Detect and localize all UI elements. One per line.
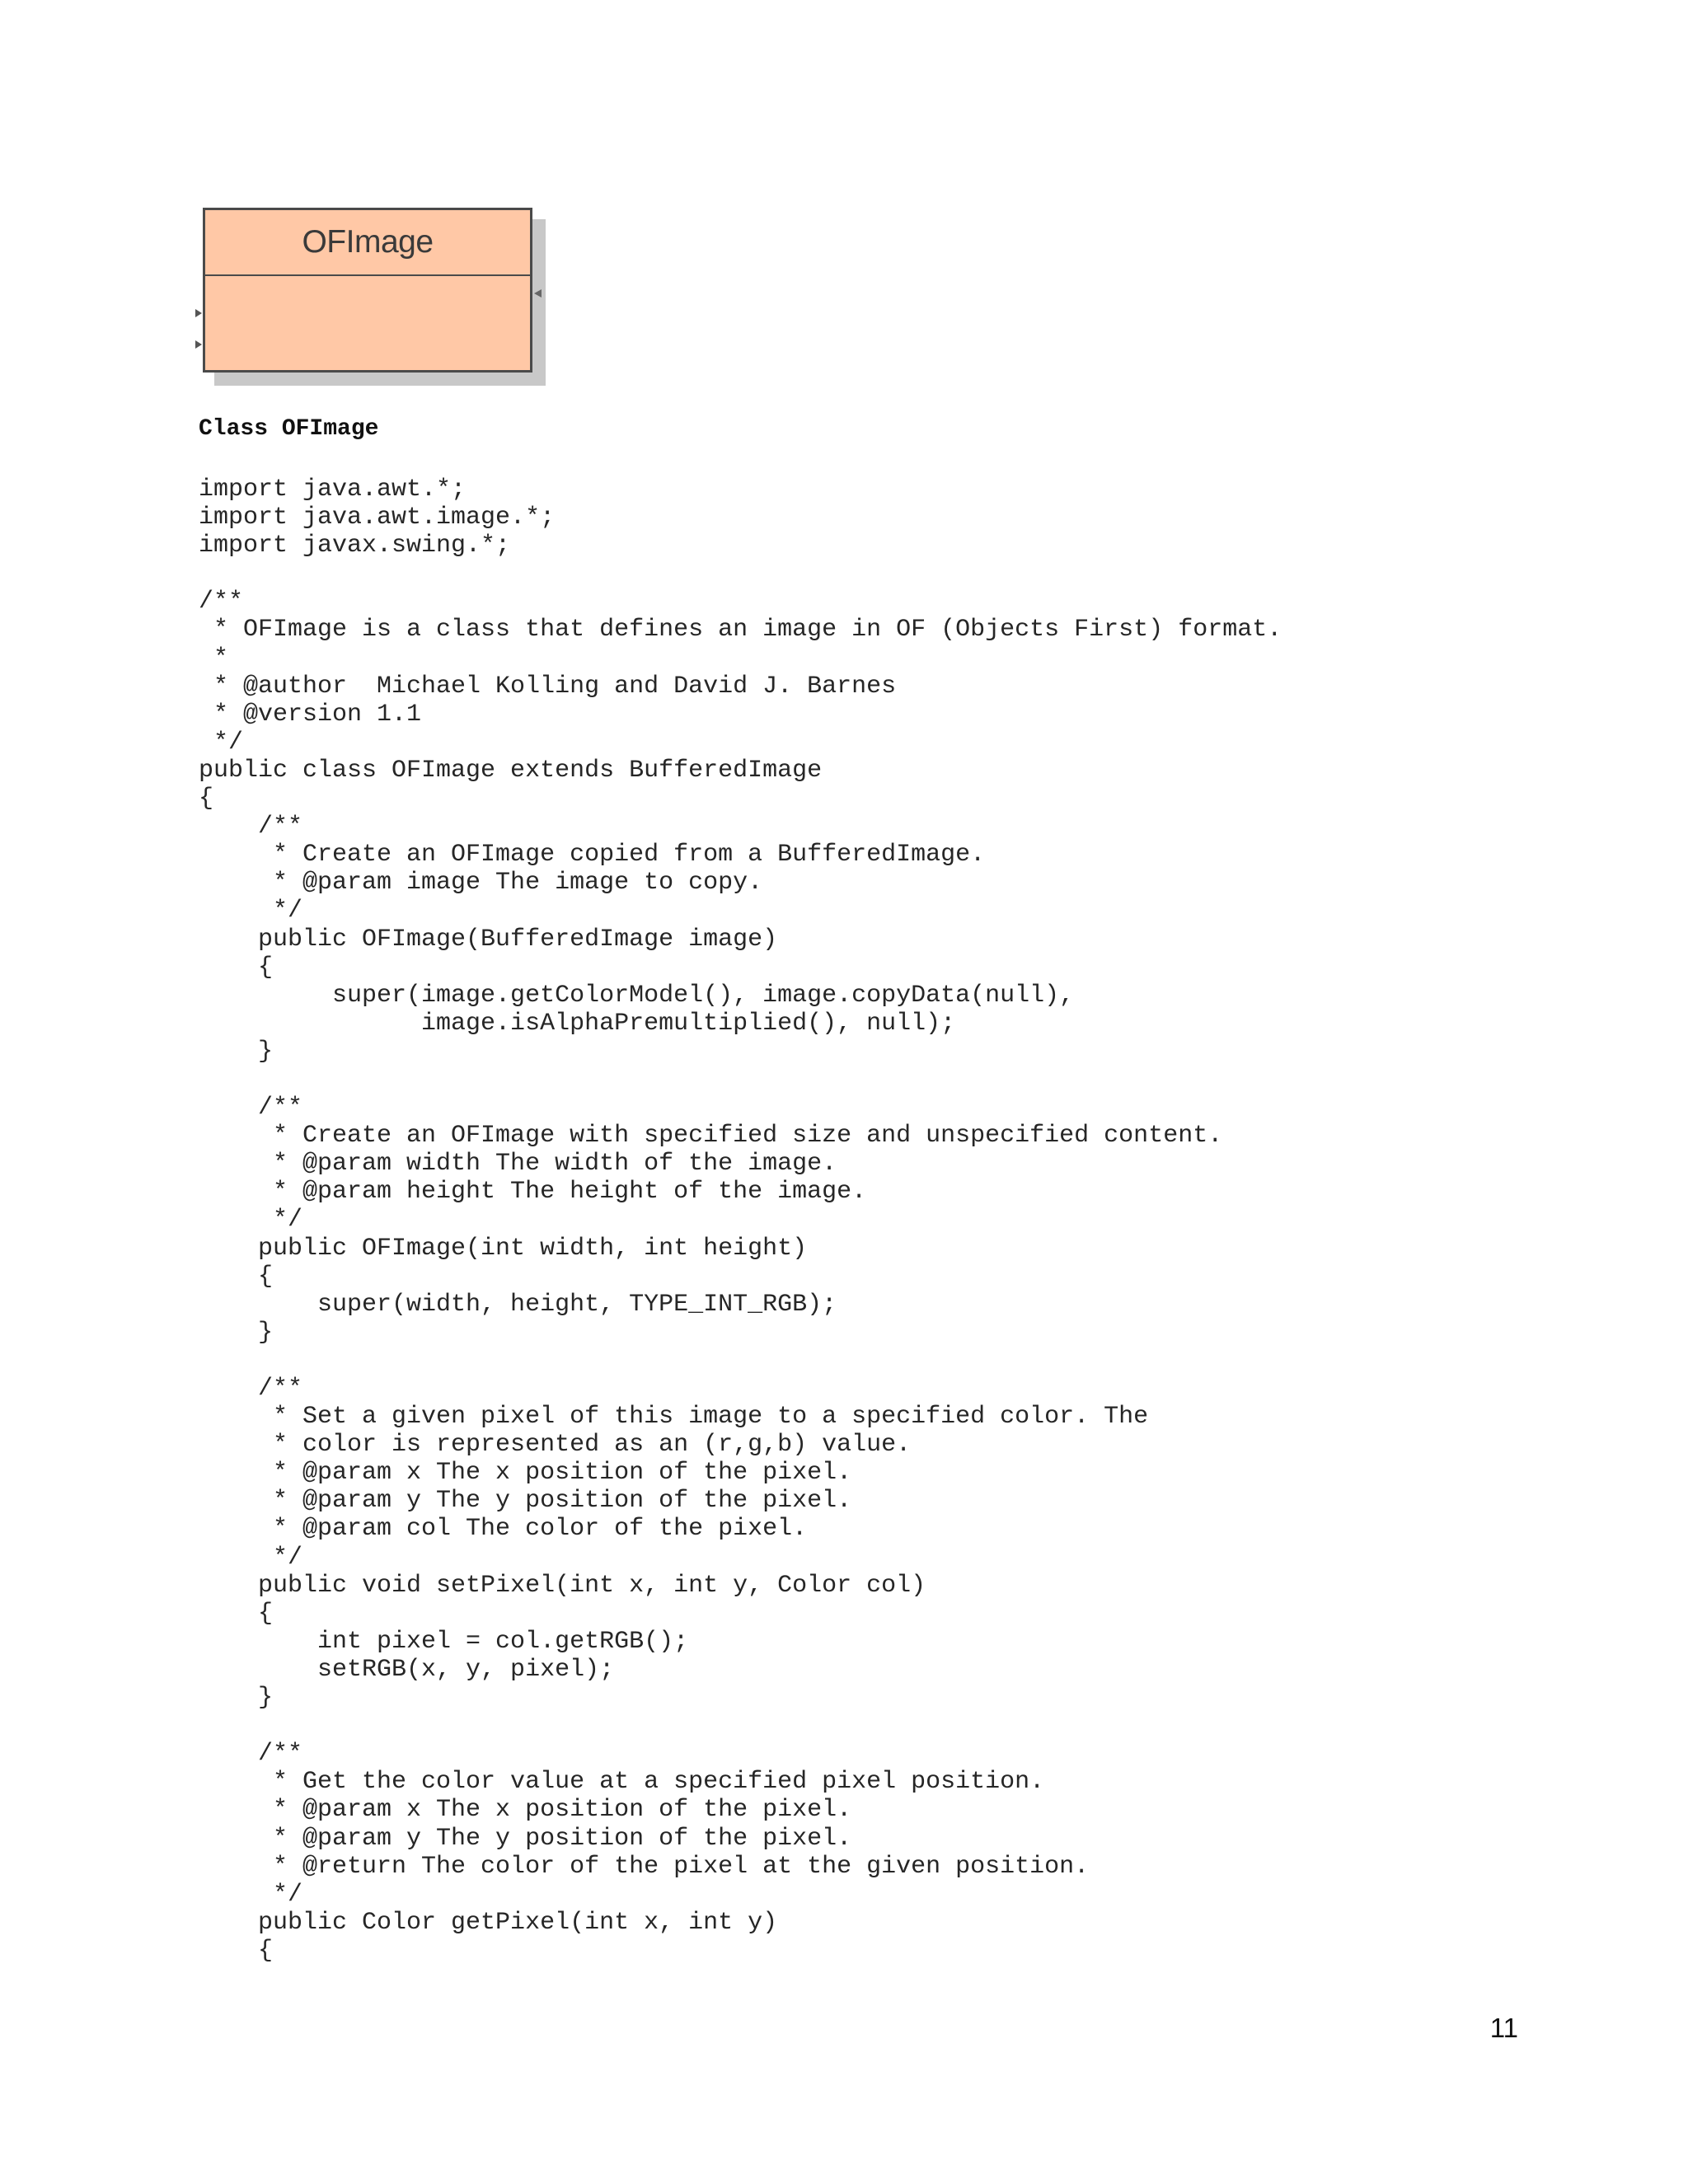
code-line	[199, 1347, 1282, 1375]
incoming-arrow-icon	[195, 340, 202, 349]
code-line: setRGB(x, y, pixel);	[199, 1655, 615, 1684]
page-number: 11	[1489, 2013, 1518, 2043]
code-line: import java.awt.image.*;	[199, 504, 556, 532]
code-line	[199, 1712, 1282, 1740]
code-line: * @param x The x position of the pixel.	[199, 1796, 852, 1825]
code-line: /**	[199, 1094, 303, 1122]
code-line: {	[199, 1936, 274, 1965]
code-line: public Color getPixel(int x, int y)	[199, 1908, 778, 1937]
code-line: * color is represented as an (r,g,b) value.	[199, 1431, 912, 1460]
code-line: {	[199, 785, 214, 813]
code-listing	[199, 476, 1282, 1965]
code-line: }	[199, 1684, 274, 1713]
code-line: */	[199, 1543, 303, 1572]
code-line: super(width, height, TYPE_INT_RGB);	[199, 1290, 837, 1319]
code-line: public OFImage(int width, int height)	[199, 1234, 808, 1263]
code-line: {	[199, 1599, 274, 1628]
code-line: public OFImage(BufferedImage image)	[199, 925, 778, 954]
code-line: * Get the color value at a specified pixel position.	[199, 1768, 1045, 1797]
code-line: * @param col The color of the pixel.	[199, 1515, 808, 1544]
code-line: * Create an OFImage with specified size and unspecified content.	[199, 1122, 1223, 1151]
code-line: */	[199, 1880, 303, 1909]
code-line: * @return The color of the pixel at the given position.	[199, 1852, 1090, 1881]
code-line: */	[199, 728, 244, 757]
code-line: /**	[199, 1740, 303, 1769]
code-line: import java.awt.*;	[199, 476, 467, 504]
code-line: public void setPixel(int x, int y, Color col)	[199, 1571, 926, 1600]
code-line: }	[199, 1318, 274, 1347]
code-line: image.isAlphaPremultiplied(), null);	[199, 1009, 956, 1038]
code-line: * @param y The y position of the pixel.	[199, 1487, 852, 1516]
uml-class-diagram	[203, 208, 549, 391]
code-line: {	[199, 1262, 274, 1291]
code-line	[199, 560, 1282, 588]
code-line: *	[199, 644, 229, 673]
class-heading: Class OFImage	[199, 416, 379, 442]
code-line: * @param image The image to copy.	[199, 869, 763, 898]
uml-class-name: OFImage	[205, 210, 530, 276]
code-line: public class OFImage extends BufferedImage	[199, 756, 823, 785]
code-line: * @param height The height of the image.	[199, 1178, 867, 1207]
outgoing-arrow-icon	[534, 289, 542, 298]
code-line: int pixel = col.getRGB();	[199, 1627, 689, 1656]
code-line: /**	[199, 588, 244, 616]
code-line: * @param y The y position of the pixel.	[199, 1824, 852, 1853]
code-line: */	[199, 897, 303, 926]
code-line: * @version 1.1	[199, 700, 422, 729]
code-line: * Create an OFImage copied from a BufferedImage.	[199, 841, 986, 869]
code-line: * @param x The x position of the pixel.	[199, 1459, 852, 1488]
code-line: import javax.swing.*;	[199, 532, 511, 560]
code-line: * @author Michael Kolling and David J. Barnes	[199, 672, 897, 701]
code-line: * @param width The width of the image.	[199, 1150, 837, 1179]
incoming-arrow-icon	[195, 309, 202, 317]
uml-class-box	[203, 208, 532, 373]
code-line: super(image.getColorModel(), image.copyData(null),	[199, 981, 1075, 1010]
code-line: /**	[199, 813, 303, 841]
code-line: * Set a given pixel of this image to a specified color. The	[199, 1403, 1149, 1432]
code-line: /**	[199, 1375, 303, 1403]
code-line: */	[199, 1206, 303, 1235]
code-line	[199, 1066, 1282, 1094]
code-line: }	[199, 1037, 274, 1066]
code-line: * OFImage is a class that defines an image in OF (Objects First) format.	[199, 616, 1282, 644]
code-line: {	[199, 953, 274, 982]
